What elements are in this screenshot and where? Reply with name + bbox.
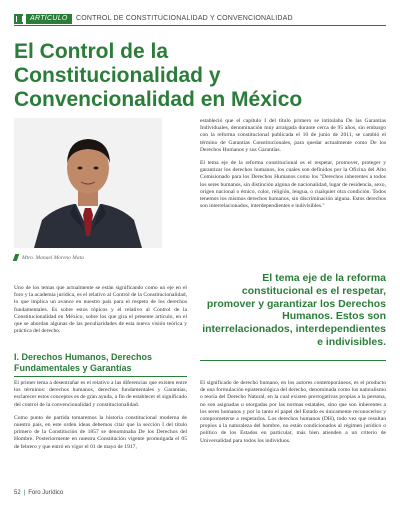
right-column-top xyxy=(200,118,386,210)
page-footer xyxy=(14,490,63,496)
left-paragraph-1: El primer tema a desentrañar es el relativo a las diferencias que existen entre los términos: derechos humanos, derechos fundamentales y Garantías, esclarecer estos conceptos es de gran ayuda, a fin de establecer el significado del control de la convencionalidad y constitucionalidad. xyxy=(14,380,187,408)
right-paragraph-2: El tema eje de la reforma constitucional es el respetar, promover, proteger y garantizar los derechos humanos, los cuales son definidos por la Oficina del Alto Comisionado para los Derechos Humanos como los "Derechos inherentes a todos los seres humanos, sin distinción alguna de nacionalidad, lugar de residencia, sexo, origen nacional o étnico, color, religión, lengua, o cualquier otra condición. Todos tenemos los mismos derechos humanos, sin discriminación alguna. Estos derechos son interrelacionados, interdependientes e indivisibles." xyxy=(200,160,386,210)
footer-separator: | xyxy=(23,490,26,496)
right-paragraph-3: El significado de derecho humano, en los autores contemporáneos, es el producto de una formulación epistemológica del derecho, denominada como lus naturalismo o teoría del Derecho Natural, en la cual existen prerrogativas propias a la persona, no son asignadas u otorgadas por las normas estatales, sino que son inherentes a los seres humanos y por lo tanto el papel del Estado es únicamente reconocerlos y comprometerse a respetarlos. Los derechos humanos (DH), todo vez que resultan propios a la naturaleza del hombre, no están condicionados al régimen jurídico o político de los Estados en particular, más bien atienden a un criterio de Universalidad para todos los individuos. xyxy=(200,380,386,444)
photo-caption-text: Mtro. Manuel Moreno Mata xyxy=(22,254,84,261)
title-line-3: Convencionalidad en México xyxy=(14,88,303,111)
section-subhead: I. Derechos Humanos, Derechos Fundamentales y Garantías xyxy=(14,352,153,373)
subhead-rule xyxy=(14,376,187,377)
intro-paragraph: Uno de los temas que actualmente se están significando como un eje en el foro y la academia jurídica, es el relativo al Control de la Constitucionalidad, lo que implica un avance en nuestro país para el respeto de los derechos fundamentales. Es sobre estos tópicos y el relativo al Control de la Constitucionalidad en México, sobre los que gira el presente artículo, en el que se abordan algunas de las peculiaridades de esta nueva visión teórica y práctica del derecho. xyxy=(14,285,187,335)
header-rule xyxy=(14,25,386,26)
left-column-intro xyxy=(14,285,187,335)
left-paragraph-2: Como punto de partida tomaremos la historia constitucional moderna de nuestro país, en este orden ideas debemos citar que la sección I del título primero de la Constitución de 1857 se denominaba De los Derechos del Hombre. Posteriormente en nuestra Constitución vigente promulgada el 05 de febrero y que entró en vigor el 01 de mayo de 1917, xyxy=(14,414,187,450)
article-title xyxy=(14,40,314,112)
section-header xyxy=(14,14,386,25)
building-icon xyxy=(14,14,23,24)
publication-name: Foro Jurídico xyxy=(28,490,64,496)
right-paragraph-1: estableció que el capítulo I del título primero se intitulaba De las Garantías Individuales, denominación muy arraigada durante cerca de 95 años, sin embargo con la reforma constitucional publicada el 10 de junio de 2011, se cambió el término de Garantías Constitucionales, para quedar actualmente como De los Derechos Humanos y sus Garantías. xyxy=(200,118,386,153)
left-column-body xyxy=(14,380,187,451)
author-portrait-image xyxy=(14,118,162,248)
author-photo xyxy=(14,118,162,248)
page-number: 52 xyxy=(14,490,21,496)
section-label: ARTÍCULO xyxy=(26,14,72,24)
right-column-bottom xyxy=(200,380,386,445)
caption-mark-icon xyxy=(13,254,20,261)
title-line-1: El Control de la xyxy=(14,40,169,63)
section-subtitle: CONTROL DE CONSTITUCIONALIDAD Y CONVENCIONALIDAD xyxy=(76,15,293,22)
pull-quote: El tema eje de la reforma constitucional es el respetar, promover y garantizar los Derechos Humanos. Estos son interrelacionados, interdependientes e indivisibles. xyxy=(202,272,386,348)
photo-caption xyxy=(14,254,174,261)
pull-quote-rule xyxy=(200,360,386,361)
title-line-2: Constitucionalidad y xyxy=(14,64,221,87)
